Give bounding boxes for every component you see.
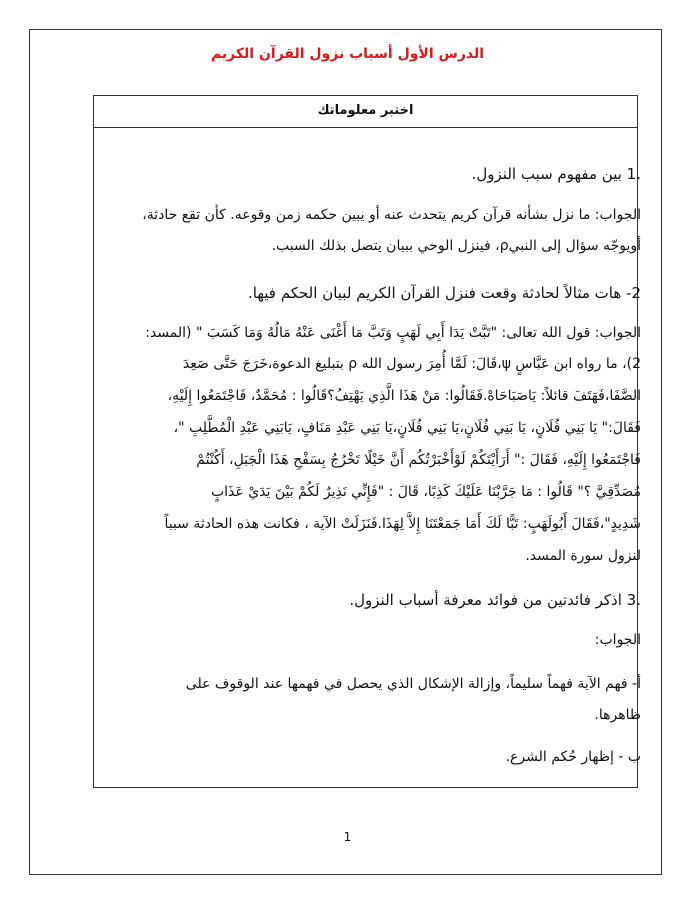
answer-2-line-5: فَاجْتَمَعُوا إِلَيْهِ، فَقَالَ :" أَرَأَيْتَكُمْ لَوْأَخْبَرْتُكُم أَنَّ خَيْلًا تَخْرُجُ بِسَفْحِ هَذَا الْجَبَلِ، أَكُنْتُمْ [196,452,641,468]
section-header: اختبر معلوماتك [94,96,637,128]
answer-3-label: الجواب: [594,632,641,648]
question-3: .3 اذكر فائدتين من فوائد معرفة أسباب النزول. [349,591,641,609]
answer-3-a-line-1: أ- فهم الآية فهماً سليماً، وإزالة الإشكال الذي يحصل في فهمها عند الوقوف على [185,676,641,692]
answer-2-line-3: الصَّفَا،فَهَتَفَ قائلاً: يَاصَبَاحَاهْ.فَقَالُوا: مَنْ هَذَا الَّذِي يَهْتِفُ؟قَالُوا : مُحَمَّدٌ، فَاجْتَمَعُوا إِلَيْهِ، [167,388,641,404]
answer-2-line-2: 2)، ما رواه ابن عَبَّاسٍ ψ،قَالَ: لَمَّا أُمِرَ رسول الله ρ بتبليغ الدعوة،خَرَجَ حَتَّى صَعِدَ [182,356,641,372]
page-number: 1 [343,830,352,844]
answer-2-line-7: شَدِيدٍ"،فَقَالَ أَبُولَهَبٍ: تَبًّا لَكَ أَمَا جَمَعْتَنَا إِلاَّ لِهَذَا.فَنَزَلَتْ الآية ، فكانت هذه الحادثة سبباً [164,516,641,532]
question-2: 2- هات مثالاً لحادثة وقعت فنزل القرآن الكريم لبيان الحكم فيها. [248,284,641,302]
question-1: .1 بين مفهوم سبب النزول. [471,165,641,183]
answer-3-b-line: ب - إظهار حُكم الشرع. [505,749,641,765]
answer-2-line-1: الجواب: قول الله تعالى: "تَبَّتْ يَدَا أَبِي لَهَبٍ وَتَبَّ مَا أَغْنَى عَنْهُ مَالُهُ وَمَا كَسَبَ " (المسد: [145,325,641,341]
answer-1-line-2: أويوجّه سؤال إلى النبيρ، فينزل الوحي ببيان يتصل بذلك السبب. [271,238,641,254]
answer-2-line-4: فَقَالَ:" يَا بَنِي فُلَانٍ، يَا بَنِي فُلَانٍ،يَا بَنِي فُلَانٍ،يَا بَنِي عَبْدِ مَنَافٍ، يَابَنِي عَبْدِ الْمُطَّلِبِ "، [173,420,641,436]
answer-2-line-8: لنزول سورة المسد. [525,548,641,564]
page-title: الدرس الأول أسباب نزول القرآن الكريم [210,46,485,62]
answer-1-line-1: الجواب: ما نزل بشأنه قرآن كريم يتحدث عنه أو يبين حكمه زمن وقوعه. كأن تقع حادثة، [142,207,641,223]
answer-3-a-line-2: ظاهرها. [594,707,641,723]
answer-2-line-6: مُصَدِّقِيَّ ؟" قَالُوا : مَا جَرَّبْنَا عَلَيْكَ كَذِبًا، قَالَ : "فَإِنِّي نَذِيرٌ لَكُمْ بَيْنَ يَدَيْ عَذَابٍ [210,484,641,500]
